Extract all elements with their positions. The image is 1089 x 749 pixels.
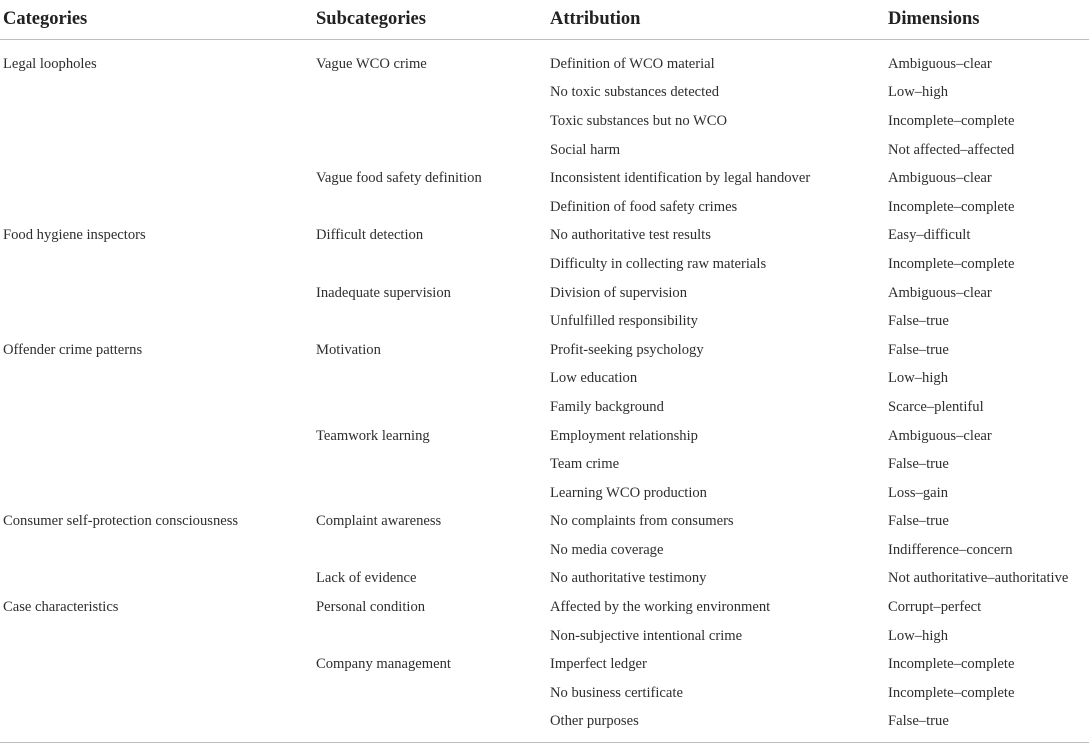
table-row: [0, 650, 1089, 679]
subcategory-cell: Motivation: [316, 341, 381, 358]
category-cell: [0, 107, 313, 136]
dimension-cell: Low–high: [888, 627, 948, 644]
subcategory-cell: [313, 536, 548, 565]
header-dimensions: Dimensions: [886, 0, 1089, 40]
attribution-cell: Definition of WCO material: [550, 55, 715, 72]
subcategory-cell: Lack of evidence: [316, 570, 417, 587]
attribution-cell: No toxic substances detected: [550, 84, 719, 101]
category-cell: [0, 393, 313, 422]
category-cell: [0, 79, 313, 108]
subcategory-cell: [313, 393, 548, 422]
category-cell: Consumer self-protection consciousness: [3, 513, 239, 530]
subcategory-cell: [313, 450, 548, 479]
attribution-cell: Profit-seeking psychology: [550, 341, 704, 358]
dimension-cell: Incomplete–complete: [888, 198, 1015, 215]
attribution-cell: Difficulty in collecting raw materials: [550, 255, 767, 272]
dimension-cell: Incomplete–complete: [888, 112, 1015, 129]
attribution-cell: Low education: [550, 370, 638, 387]
category-cell: [0, 536, 313, 565]
subcategory-cell: [313, 193, 548, 222]
category-cell: [0, 622, 313, 651]
subcategory-cell: [313, 79, 548, 108]
table-row: [0, 365, 1089, 394]
attribution-cell: Team crime: [550, 456, 620, 473]
table-row: [0, 336, 1089, 365]
category-cell: [0, 250, 313, 279]
dimension-cell: Incomplete–complete: [888, 684, 1015, 701]
table-row: [0, 565, 1089, 594]
dimension-cell: Not affected–affected: [888, 141, 1015, 158]
table-row: [0, 79, 1089, 108]
category-cell: Legal loopholes: [3, 55, 97, 72]
attribution-cell: Toxic substances but no WCO: [550, 112, 728, 129]
table-row: [0, 422, 1089, 451]
category-cell: [0, 450, 313, 479]
dimension-cell: False–true: [888, 341, 949, 358]
subcategory-cell: [313, 679, 548, 708]
category-cell: [0, 565, 313, 594]
category-cell: [0, 422, 313, 451]
table-row: [0, 536, 1089, 565]
dimension-cell: Not authoritative–authoritative: [888, 570, 1069, 587]
category-cell: [0, 136, 313, 165]
table-row: [0, 450, 1089, 479]
dimension-cell: False–true: [888, 313, 949, 330]
dimension-cell: Corrupt–perfect: [888, 599, 982, 616]
table-row: [0, 136, 1089, 165]
category-cell: [0, 650, 313, 679]
dimension-cell: False–true: [888, 456, 949, 473]
attribution-cell: No media coverage: [550, 541, 664, 558]
dimension-cell: False–true: [888, 513, 949, 530]
attribution-cell: Unfulfilled responsibility: [550, 313, 698, 330]
category-cell: Food hygiene inspectors: [3, 227, 146, 244]
category-cell: [0, 479, 313, 508]
attribution-cell: Non-subjective intentional crime: [550, 627, 743, 644]
table-row: [0, 393, 1089, 422]
category-cell: [0, 193, 313, 222]
dimension-cell: False–true: [886, 708, 1089, 743]
subcategory-cell: Teamwork learning: [316, 427, 430, 444]
dimension-cell: Easy–difficult: [888, 227, 971, 244]
table-row: [0, 279, 1089, 308]
category-cell: [0, 279, 313, 308]
category-cell: [0, 164, 313, 193]
subcategory-cell: Complaint awareness: [316, 513, 442, 530]
subcategory-cell: Personal condition: [316, 599, 426, 616]
category-cell: [0, 679, 313, 708]
dimension-cell: Incomplete–complete: [888, 656, 1015, 673]
table-row: [0, 193, 1089, 222]
subcategory-cell: [313, 136, 548, 165]
category-cell: Case characteristics: [3, 599, 119, 616]
dimension-cell: Scarce–plentiful: [888, 398, 984, 415]
subcategory-cell: [313, 622, 548, 651]
table-row: [0, 622, 1089, 651]
table-row: [0, 679, 1089, 708]
attribution-cell: Social harm: [550, 141, 621, 158]
attribution-cell: Inconsistent identification by legal handover: [550, 170, 811, 187]
dimension-cell: Ambiguous–clear: [888, 55, 992, 72]
table-row: [0, 479, 1089, 508]
table-row: [0, 164, 1089, 193]
subcategory-cell: Vague WCO crime: [316, 55, 427, 72]
attribution-cell: Family background: [550, 398, 664, 415]
attribution-cell: Definition of food safety crimes: [550, 198, 738, 215]
category-cell: Offender crime patterns: [3, 341, 143, 358]
table-row: [0, 250, 1089, 279]
subcategory-cell: Inadequate supervision: [316, 284, 451, 301]
attribution-cell: Affected by the working environment: [550, 599, 771, 616]
table-row: [0, 40, 1089, 79]
dimension-cell: Indifference–concern: [888, 541, 1013, 558]
table-body: [0, 40, 1089, 743]
dimension-cell: Ambiguous–clear: [888, 427, 992, 444]
table-row: [0, 593, 1089, 622]
header-categories: Categories: [0, 0, 313, 40]
subcategory-cell: [313, 708, 548, 743]
dimension-cell: Loss–gain: [888, 484, 948, 501]
dimension-cell: Low–high: [888, 370, 948, 387]
attribution-cell: Other purposes: [548, 708, 886, 743]
dimension-cell: Ambiguous–clear: [888, 284, 992, 301]
table-header: [0, 0, 1089, 40]
subcategory-cell: Vague food safety definition: [316, 170, 482, 187]
subcategory-cell: [313, 479, 548, 508]
category-cell: [0, 307, 313, 336]
attribution-cell: No business certificate: [550, 684, 683, 701]
table-row: [0, 508, 1089, 537]
table-row: [0, 307, 1089, 336]
dimension-cell: Incomplete–complete: [888, 255, 1015, 272]
header-attribution: Attribution: [548, 0, 886, 40]
dimension-cell: Ambiguous–clear: [888, 170, 992, 187]
attribution-cell: Learning WCO production: [550, 484, 707, 501]
subcategory-cell: Difficult detection: [316, 227, 424, 244]
subcategory-cell: [313, 365, 548, 394]
category-cell: [0, 708, 313, 743]
subcategory-cell: [313, 307, 548, 336]
subcategory-cell: [313, 250, 548, 279]
attribution-cell: Imperfect ledger: [550, 656, 647, 673]
attribution-cell: No complaints from consumers: [550, 513, 734, 530]
dimension-cell: Low–high: [888, 84, 948, 101]
table-row: [0, 222, 1089, 251]
table-row: [0, 107, 1089, 136]
subcategory-cell: [313, 107, 548, 136]
table-row: [0, 708, 1089, 743]
header-subcategories: Subcategories: [313, 0, 548, 40]
attribution-cell: Division of supervision: [550, 284, 688, 301]
header-row: [0, 0, 1089, 40]
attribution-cell: Employment relationship: [550, 427, 698, 444]
subcategory-cell: Company management: [316, 656, 451, 673]
attribution-cell: No authoritative testimony: [550, 570, 707, 587]
category-cell: [0, 365, 313, 394]
attribution-cell: No authoritative test results: [550, 227, 711, 244]
